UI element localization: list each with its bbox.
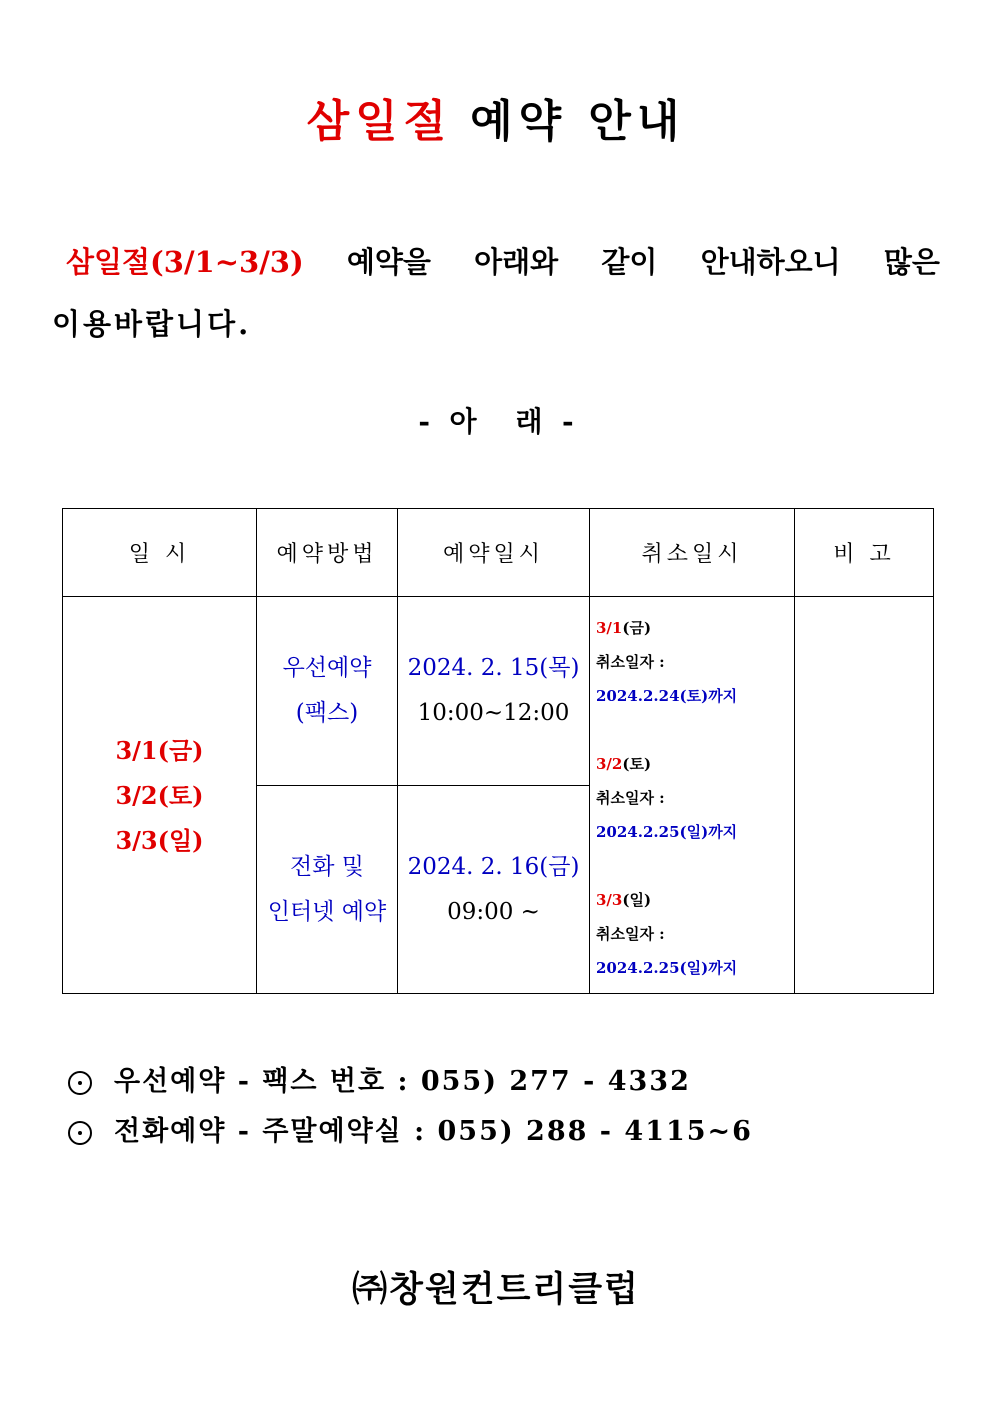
reservation-date: 2024. 2. 15(목) [407, 655, 580, 681]
title-rest: 예약 안내 [470, 96, 686, 147]
intro-word: 아래와 [474, 245, 559, 279]
method-line: 전화 및 [290, 853, 364, 880]
datetime-cell-fax [398, 597, 590, 786]
remarks-cell [795, 597, 934, 994]
reservation-table [62, 508, 934, 994]
page-title [0, 85, 992, 149]
method-line: 우선예약 [282, 655, 372, 681]
circled-dot-bullet-icon [68, 1121, 92, 1145]
header-cancellation-datetime: 취소일시 [590, 509, 795, 597]
contact-text: 전화예약 - 주말예약실 : 055) 288 - 4115~6 [114, 1116, 753, 1147]
reservation-date: 2024. 2. 16(금) [407, 853, 580, 880]
table-row [63, 597, 934, 786]
cancel-date: 3/3 [596, 891, 623, 909]
intro-holiday-range: 삼일절(3/1~3/3) [66, 245, 304, 279]
intro-word: 같이 [601, 245, 658, 279]
header-method: 예약방법 [257, 509, 398, 597]
header-reservation-datetime: 예약일시 [398, 509, 590, 597]
cancel-day: (토) [622, 755, 652, 773]
method-cell-fax [257, 597, 398, 786]
cancellation-item [596, 611, 794, 713]
cancellation-item [596, 883, 794, 985]
date-item: 3/2(토) [115, 780, 204, 810]
method-cell-phone-internet [257, 786, 398, 994]
table-header-row [63, 509, 934, 597]
cancel-day: (일) [622, 891, 652, 909]
method-line: 인터넷 예약 [267, 898, 387, 925]
company-name: ㈜창원컨트리클럽 [352, 1269, 640, 1310]
cancel-date: 3/1 [596, 619, 623, 637]
contact-text: 우선예약 - 팩스 번호 : 055) 277 - 4332 [114, 1066, 691, 1097]
date-item: 3/1(금) [115, 735, 204, 765]
reservation-time: 10:00~12:00 [417, 700, 570, 726]
intro-paragraph-line2: 이용바랍니다. [52, 307, 252, 341]
intro-paragraph-line1 [66, 240, 940, 281]
intro-word: 예약을 [346, 245, 431, 279]
title-holiday: 삼일절 [306, 96, 453, 147]
cancel-label: 취소일자 : [596, 789, 665, 807]
datetime-cell-phone-internet [398, 786, 590, 994]
cancel-day: (금) [622, 619, 652, 637]
cancellation-cell [590, 597, 795, 994]
method-line: (팩스) [295, 700, 359, 726]
contact-list [68, 1062, 753, 1162]
cancellation-item [596, 747, 794, 849]
intro-word: 많은 [883, 245, 940, 279]
cancel-label: 취소일자 : [596, 925, 665, 943]
contact-item [68, 1112, 753, 1162]
cancel-date: 3/2 [596, 755, 623, 773]
dates-cell [63, 597, 257, 994]
header-date: 일 시 [63, 509, 257, 597]
intro-word: 안내하오니 [700, 245, 841, 279]
date-item: 3/3(일) [115, 825, 204, 855]
cancel-deadline: 2024.2.25(일)까지 [596, 959, 738, 977]
circled-dot-bullet-icon [68, 1071, 92, 1095]
cancel-deadline: 2024.2.25(일)까지 [596, 823, 738, 841]
header-remarks: 비 고 [795, 509, 934, 597]
section-heading: - 아 래 - [418, 405, 574, 438]
reservation-time: 09:00 ~ [447, 898, 540, 925]
cancel-label: 취소일자 : [596, 653, 665, 671]
cancel-deadline: 2024.2.24(토)까지 [596, 687, 738, 705]
contact-item [68, 1062, 753, 1112]
